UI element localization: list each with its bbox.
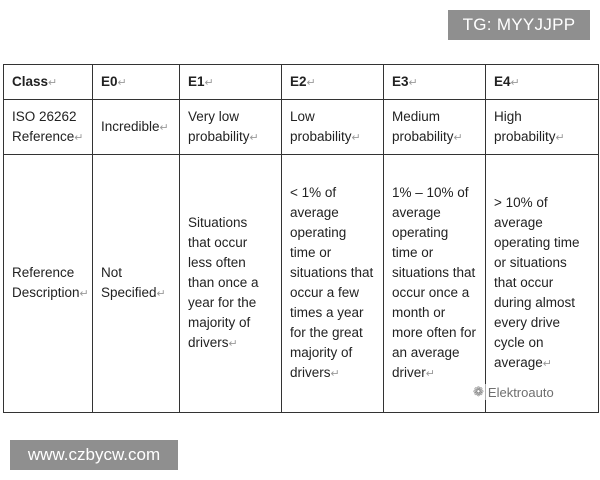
header-cell: E0↵ <box>93 65 180 100</box>
tg-watermark-banner: TG: MYYJJPP <box>448 10 590 40</box>
row-label: Reference Description↵ <box>4 155 93 413</box>
header-cell: E3↵ <box>384 65 486 100</box>
table-row <box>4 155 599 413</box>
table-cell: High probability↵ <box>486 100 599 155</box>
table-cell: 1% – 10% of average operating time or situations that occur once a month or more often for an average driver↵ <box>384 155 486 413</box>
watermark-text: Elektroauto <box>487 384 554 400</box>
table-cell: Situations that occur less often than once a year for the majority of drivers↵ <box>180 155 282 413</box>
table-cell: < 1% of average operating time or situations that occur a few times a year for the great majority of drivers↵ <box>282 155 384 413</box>
table-cell: Incredible↵ <box>93 100 180 155</box>
exposure-class-table <box>3 64 599 413</box>
table-cell: Medium probability↵ <box>384 100 486 155</box>
table-cell: Low probability↵ <box>282 100 384 155</box>
table-cell: Not Specified↵ <box>93 155 180 413</box>
url-watermark-banner: www.czbycw.com <box>10 440 178 470</box>
header-cell: E4↵ <box>486 65 599 100</box>
table-cell: > 10% of average operating time or situations that occur during almost every drive cycle on average↵ <box>486 155 599 413</box>
table-cell: Very low probability↵ <box>180 100 282 155</box>
table-row <box>4 100 599 155</box>
row-label: ISO 26262 Reference↵ <box>4 100 93 155</box>
table-header-row <box>4 65 599 100</box>
wechat-icon: ❁ <box>473 384 484 399</box>
header-cell: E1↵ <box>180 65 282 100</box>
elektroauto-watermark <box>473 384 554 400</box>
header-cell: Class↵ <box>4 65 93 100</box>
header-cell: E2↵ <box>282 65 384 100</box>
